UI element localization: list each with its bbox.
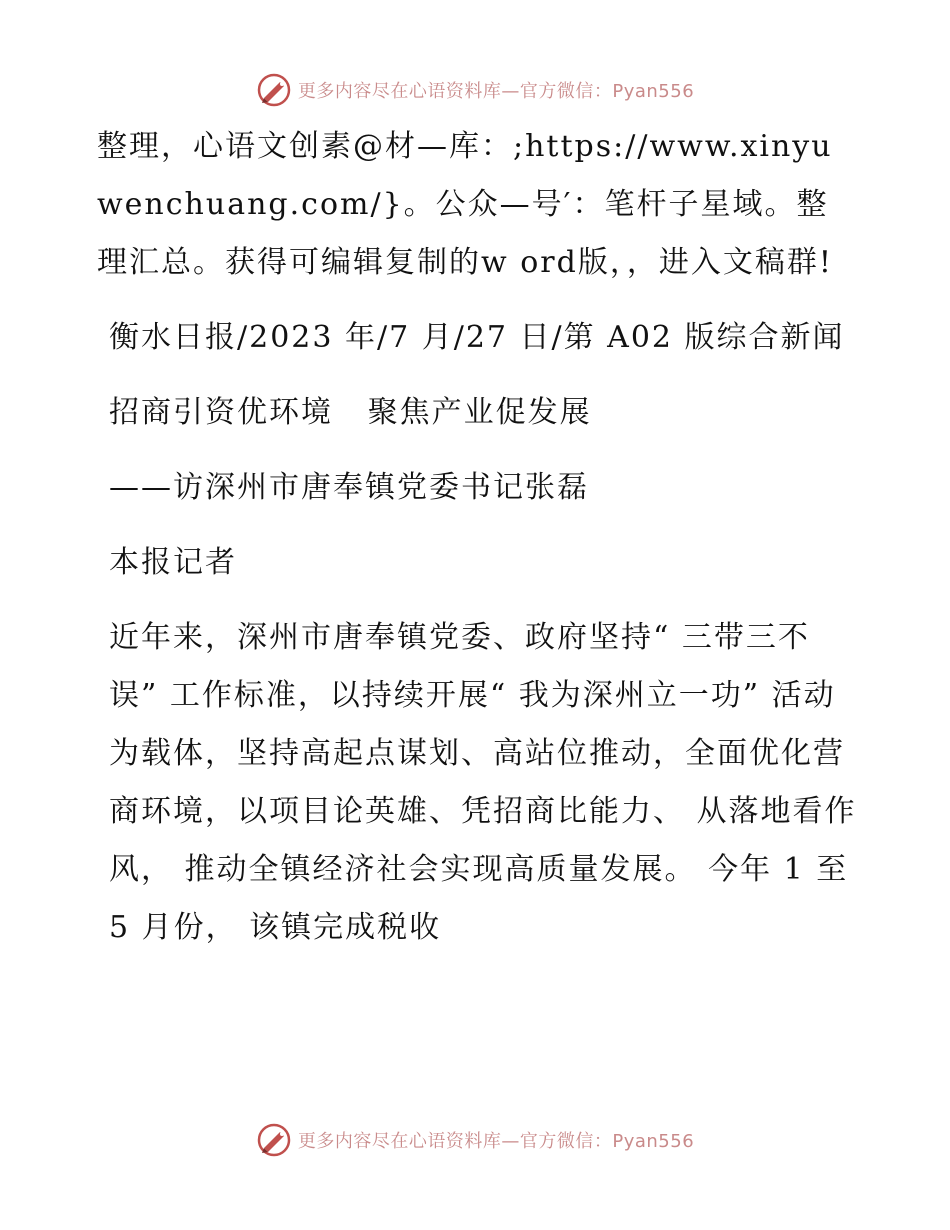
source-line: 衡水日报/2023 年/7 月/27 日/第 A02 版综合新闻: [109, 320, 845, 355]
article-title: 招商引资优环境 聚焦产业促发展: [109, 395, 592, 430]
article-subtitle: ——访深州市唐奉镇党委书记张磊: [109, 470, 589, 505]
pen-logo-icon: [256, 1122, 292, 1158]
byline: 本报记者: [109, 545, 237, 580]
watermark-header: [0, 70, 950, 110]
document-body: [97, 118, 860, 974]
watermark-text: 更多内容尽在心语资料库—官方微信：Pyan556: [297, 1131, 695, 1152]
watermark-text: 更多内容尽在心语资料库—官方微信：Pyan556: [297, 81, 695, 102]
watermark-footer: [0, 1120, 950, 1160]
pen-logo-icon: [256, 72, 292, 108]
intro-paragraph: 整理，心语文创素@材—库：;https://www.xinyuwenchuang.com/}。公众—号′：笔杆子星域。整理汇总。获得可编辑复制的w ord版，，进入文稿群!: [97, 129, 833, 280]
body-paragraph: 近年来，深州市唐奉镇党委、政府坚持“ 三带三不误” 工作标准，以持续开展“ 我为深州立一功” 活动为载体，坚持高起点谋划、高站位推动，全面优化营商环境，以项目论英雄、凭招商比能力、 从落地看作风， 推动全镇经济社会实现高质量发展。 今年 1 至 5 月份， 该镇完成税收: [109, 620, 860, 945]
